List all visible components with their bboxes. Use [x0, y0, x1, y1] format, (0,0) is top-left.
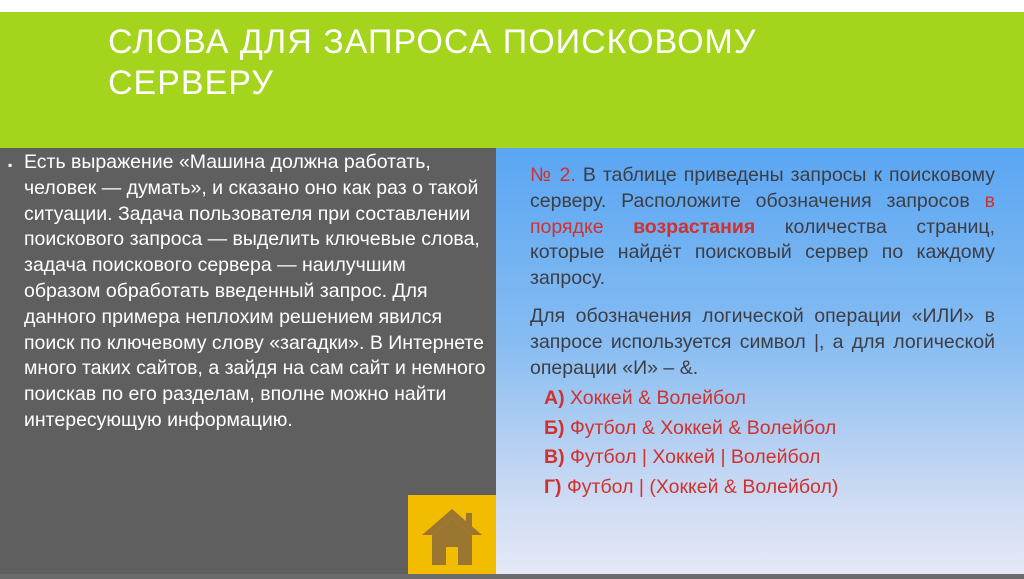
option-letter: В): [544, 446, 565, 469]
task-paragraph-1: [530, 163, 995, 292]
option-a: [544, 384, 995, 414]
task-text-2: количества страниц, которые найдёт поисковый сервер по каждому запросу.: [530, 215, 996, 290]
option-letter: Б): [544, 416, 565, 439]
option-text: Футбол & Хоккей & Волейбол: [569, 416, 837, 439]
option-text: Футбол | Хоккей | Волейбол: [570, 446, 821, 469]
task-block: [530, 163, 995, 502]
bullet-icon: ▪: [8, 158, 13, 172]
option-letter: А): [544, 387, 565, 410]
option-c: [544, 443, 995, 473]
option-d: [544, 473, 995, 503]
slide-title: СЛОВА ДЛЯ ЗАПРОСА ПОИСКОВОМУ СЕРВЕРУ: [108, 23, 757, 102]
task-number: № 2.: [530, 164, 576, 186]
task-highlight-ascending: возрастания: [633, 215, 756, 238]
top-strip: [0, 0, 1024, 12]
task-highlight-order: в порядке: [530, 189, 995, 238]
task-text-1: В таблице приведены запросы к поисковому серверу. Расположите обозначения запросов: [530, 164, 995, 212]
option-text: Футбол | (Хоккей & Волейбол): [566, 475, 839, 498]
option-b: [544, 414, 995, 444]
home-button[interactable]: [408, 495, 496, 574]
option-letter: Г): [544, 475, 562, 498]
option-text: Хоккей & Волейбол: [570, 387, 746, 410]
task-paragraph-2: Для обозначения логической операции «ИЛИ» в запросе используется символ |, а для логической операции «И» – &.: [530, 304, 995, 379]
body-paragraph: Есть выражение «Машина должна работать, человек — думать», и сказано оно как раз о такой ситуации. Задача пользователя при составлении поискового запроса — выделить ключевые слова, задача поискового сервера — наилучшим образом обработать введенный запрос. Для данного примера неплохим решением явился поиск по ключевому слову «загадки». В Интернете много таких сайтов, а зайдя на сам сайт и немного поискав по его разделам, вполне можно найти интересующую информацию.: [24, 151, 486, 431]
home-icon: [408, 495, 496, 574]
